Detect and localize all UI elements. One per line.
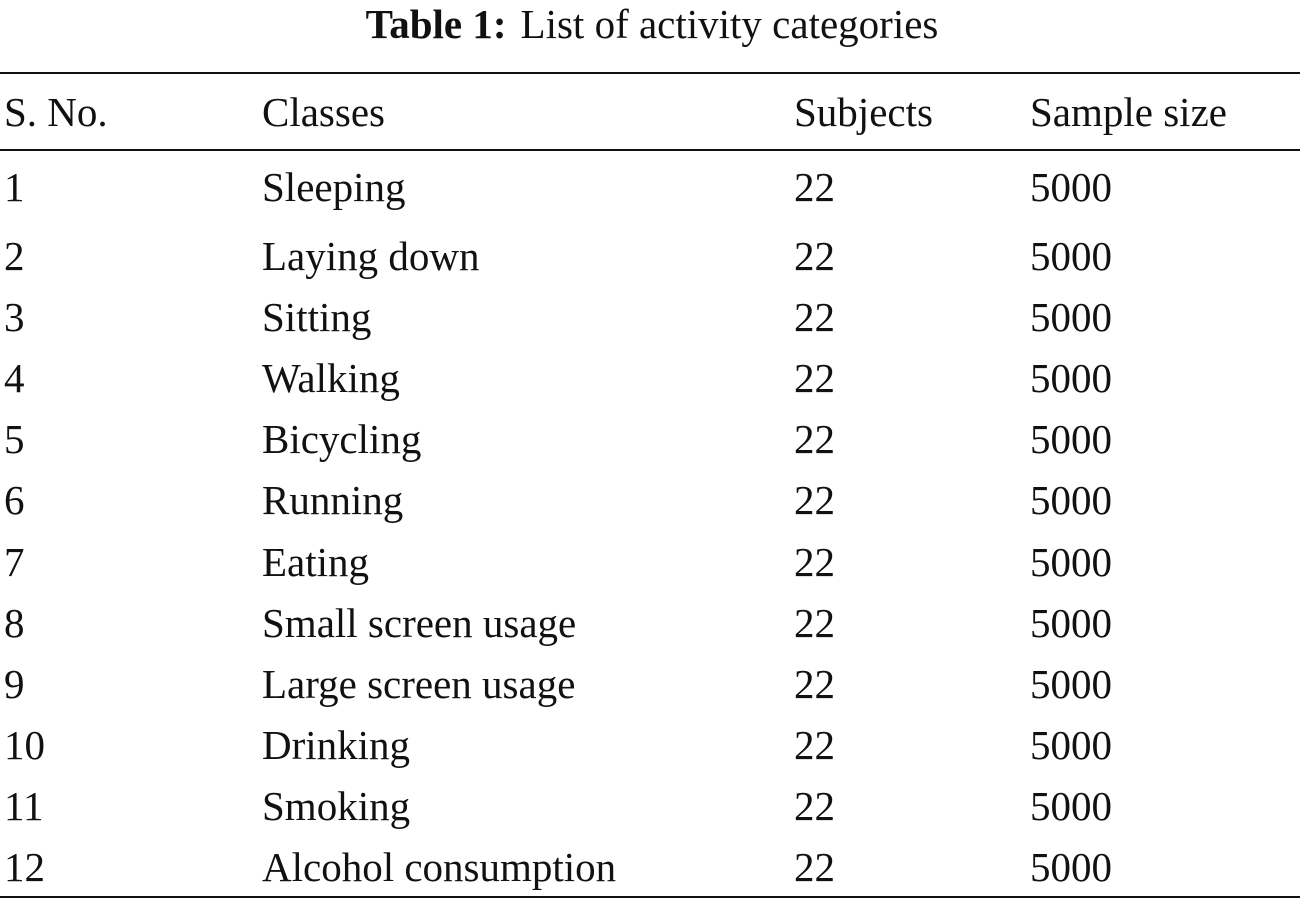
cell-serial-number: 12 (4, 844, 45, 891)
cell-class: Sleeping (262, 164, 406, 210)
cell-serial-number: 7 (4, 538, 25, 585)
table-caption-label: Table 1: (365, 1, 507, 47)
cell-serial-number: 6 (4, 477, 25, 524)
cell-subjects: 22 (794, 538, 835, 585)
cell-sample-size: 5000 (1030, 783, 1112, 830)
cell-class: Sitting (262, 293, 372, 340)
table-row (0, 653, 1300, 714)
table-row (0, 592, 1300, 653)
table-caption (0, 0, 1304, 52)
table-row (0, 409, 1300, 470)
cell-sample-size: 5000 (1030, 660, 1112, 707)
table-row (0, 347, 1300, 408)
cell-subjects: 22 (794, 722, 835, 769)
cell-sample-size: 5000 (1030, 416, 1112, 463)
table-row (0, 715, 1300, 776)
cell-serial-number: 10 (4, 722, 45, 769)
cell-sample-size: 5000 (1030, 164, 1112, 210)
cell-serial-number: 1 (4, 164, 25, 210)
cell-sample-size: 5000 (1030, 293, 1112, 340)
cell-serial-number: 3 (4, 293, 25, 340)
cell-subjects: 22 (794, 232, 835, 279)
cell-class: Smoking (262, 783, 411, 830)
cell-serial-number: 4 (4, 354, 25, 401)
cell-subjects: 22 (794, 844, 835, 891)
table-body (0, 149, 1300, 898)
header-sample-size: Sample size (1030, 88, 1227, 135)
cell-class: Bicycling (262, 416, 422, 463)
cell-sample-size: 5000 (1030, 232, 1112, 279)
cell-class: Laying down (262, 232, 480, 279)
table-caption-text: List of activity categories (520, 1, 939, 47)
cell-serial-number: 8 (4, 599, 25, 646)
cell-class: Small screen usage (262, 599, 577, 646)
table-row (0, 149, 1300, 225)
cell-subjects: 22 (794, 660, 835, 707)
cell-sample-size: 5000 (1030, 354, 1112, 401)
table-row (0, 837, 1300, 898)
cell-subjects: 22 (794, 293, 835, 340)
header-classes: Classes (262, 88, 385, 135)
cell-subjects: 22 (794, 164, 835, 210)
cell-sample-size: 5000 (1030, 599, 1112, 646)
header-serial-number: S. No. (4, 88, 108, 135)
cell-class: Walking (262, 354, 400, 401)
table-row (0, 470, 1300, 531)
cell-sample-size: 5000 (1030, 844, 1112, 891)
cell-subjects: 22 (794, 477, 835, 524)
cell-serial-number: 9 (4, 660, 25, 707)
cell-sample-size: 5000 (1030, 538, 1112, 585)
table-row (0, 531, 1300, 592)
cell-sample-size: 5000 (1030, 477, 1112, 524)
cell-subjects: 22 (794, 599, 835, 646)
header-subjects: Subjects (794, 88, 933, 135)
cell-serial-number: 11 (4, 783, 44, 830)
table-row (0, 776, 1300, 837)
cell-class: Large screen usage (262, 660, 576, 707)
cell-subjects: 22 (794, 783, 835, 830)
cell-class: Alcohol consumption (262, 844, 617, 891)
cell-subjects: 22 (794, 416, 835, 463)
cell-serial-number: 5 (4, 416, 25, 463)
table-row (0, 286, 1300, 347)
table-row (0, 225, 1300, 286)
cell-serial-number: 2 (4, 232, 25, 279)
cell-subjects: 22 (794, 354, 835, 401)
cell-class: Running (262, 477, 404, 524)
table-header-row (0, 74, 1300, 149)
activity-categories-table (0, 74, 1300, 898)
cell-class: Drinking (262, 722, 411, 769)
cell-sample-size: 5000 (1030, 722, 1112, 769)
cell-class: Eating (262, 538, 370, 585)
